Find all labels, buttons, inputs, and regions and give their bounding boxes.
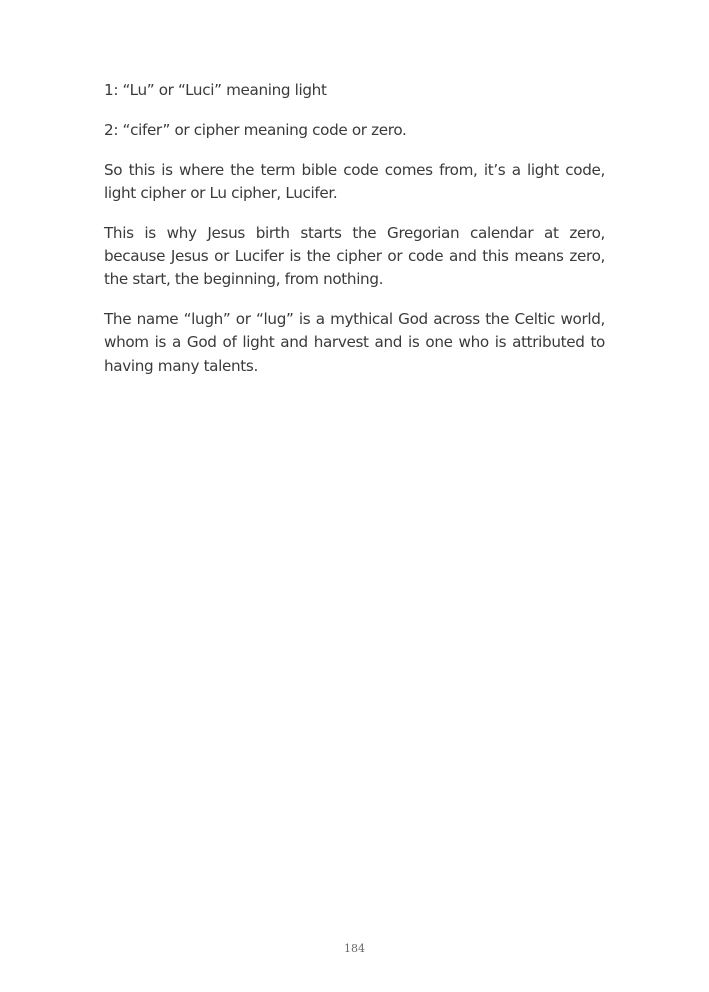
body-text: [104, 79, 605, 394]
paragraph-lugh: The name “lugh” or “lug” is a mythical God across the Celtic world, whom is a God of light and harvest and is one who is attributed to having many talents.: [104, 310, 605, 375]
paragraph-gregorian-calendar: This is why Jesus birth starts the Gregorian calendar at zero, because Jesus or Lucifer is the cipher or code and this means zero, the start, the beginning, from nothing.: [104, 223, 605, 289]
paragraph-definition-cifer: 2: “cifer” or cipher meaning code or zero.: [104, 120, 407, 139]
paragraph-bible-code: So this is where the term bible code comes from, it’s a light code, light cipher or Lu cipher, Lucifer.: [104, 160, 605, 202]
page-number: 184: [344, 942, 365, 955]
paragraph-definition-lu: 1: “Lu” or “Luci” meaning light: [104, 81, 327, 99]
